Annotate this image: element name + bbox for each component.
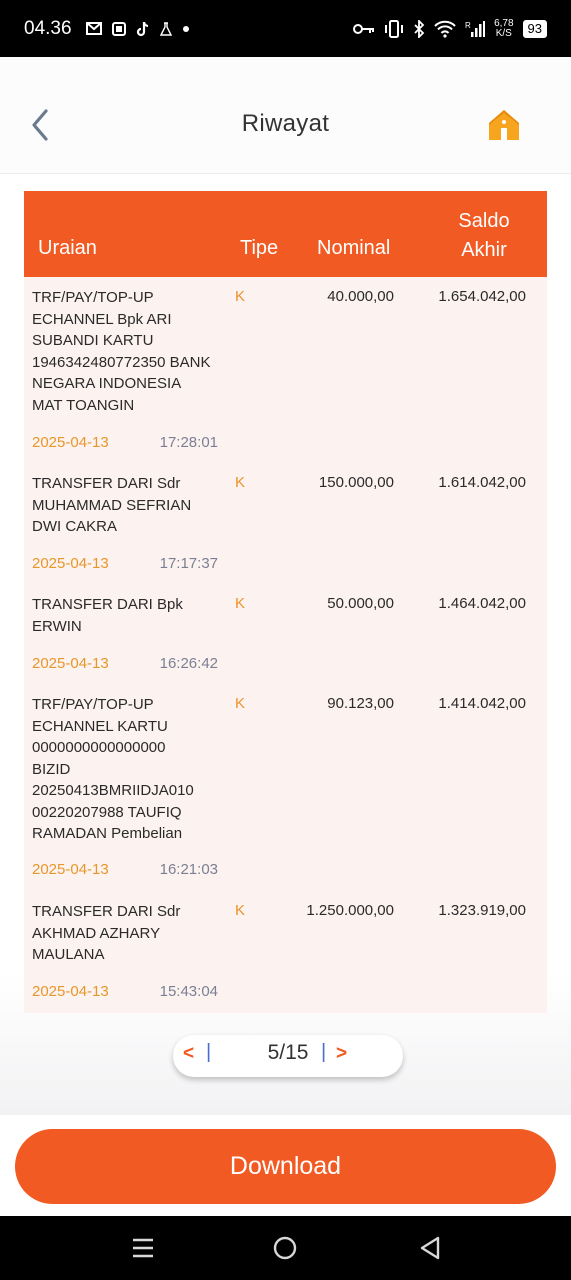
desc-line: TRANSFER DARI Bpk [32, 596, 183, 613]
row-saldo: 1.654.042,00 [438, 288, 526, 305]
history-content [0, 175, 571, 1115]
desc-line: DWI CAKRA [32, 518, 118, 535]
desc-line: MAT TOANGIN [32, 396, 135, 414]
desc-line: 20250413BMRIIDJA010 [32, 782, 194, 799]
desc-line: SUBANDI KARTU [32, 332, 154, 349]
table-row[interactable] [24, 684, 547, 891]
header-tipe: Tipe [240, 237, 279, 259]
app-header [0, 57, 571, 174]
table-body [24, 277, 547, 1013]
row-description [32, 287, 222, 416]
system-icons [353, 19, 547, 39]
row-date: 2025-04-13 [32, 434, 109, 451]
row-description [32, 901, 222, 966]
download-button[interactable]: Download [15, 1129, 556, 1204]
row-tipe: K [235, 902, 246, 919]
row-time: 15:43:04 [159, 983, 218, 1000]
system-nav-bar [0, 1216, 571, 1280]
back-nav-icon[interactable] [416, 1234, 444, 1262]
prev-page-button[interactable]: < [183, 1043, 195, 1064]
home-icon[interactable] [486, 107, 522, 143]
desc-line: AKHMAD AZHARY [32, 924, 161, 942]
row-description [32, 473, 222, 538]
table-row[interactable] [24, 277, 547, 463]
desc-line: 1946342480772350 BANK [32, 353, 211, 371]
row-date: 2025-04-13 [32, 983, 109, 1000]
table-row[interactable] [24, 891, 547, 1013]
app-notification-icon [112, 22, 126, 36]
row-nominal: 40.000,00 [327, 288, 394, 305]
header-saldo-akhir [446, 207, 522, 265]
desc-line: BIZID [32, 760, 71, 778]
desc-line: ECHANNEL KARTU [32, 717, 168, 735]
bluetooth-icon [413, 20, 425, 38]
download-area [0, 1115, 571, 1216]
row-description [32, 594, 222, 637]
header-nominal: Nominal [317, 237, 391, 259]
row-time: 16:26:42 [159, 655, 218, 672]
row-nominal: 90.123,00 [327, 695, 394, 712]
desc-line: MAULANA [32, 946, 105, 963]
desc-line: ERWIN [32, 617, 82, 635]
recent-apps-icon[interactable] [129, 1234, 157, 1262]
header-saldo-line2: Akhir [461, 239, 507, 261]
desc-line: TRANSFER DARI Sdr [32, 903, 181, 920]
pagination [173, 1035, 403, 1077]
row-saldo: 1.464.042,00 [438, 595, 526, 612]
dot-icon [182, 25, 190, 33]
notification-icons [86, 21, 190, 37]
tiktok-icon [136, 21, 150, 37]
signal-icon [465, 20, 485, 38]
row-date: 2025-04-13 [32, 655, 109, 672]
row-tipe: K [235, 695, 246, 712]
row-tipe: K [235, 595, 246, 612]
table-header [24, 191, 547, 277]
row-nominal: 150.000,00 [318, 474, 394, 491]
desc-line: TRANSFER DARI Sdr [32, 475, 181, 492]
pager-separator: | [206, 1041, 212, 1063]
desc-line: MUHAMMAD SEFRIAN [32, 496, 192, 514]
transaction-table [24, 191, 547, 1013]
row-nominal: 1.250.000,00 [306, 902, 394, 919]
row-time: 17:28:01 [159, 434, 218, 451]
pager-separator: | [321, 1041, 327, 1063]
net-speed [494, 19, 513, 39]
next-page-button[interactable]: > [336, 1043, 348, 1064]
row-date: 2025-04-13 [32, 861, 109, 878]
desc-line: ECHANNEL Bpk ARI [32, 310, 172, 328]
row-saldo: 1.614.042,00 [438, 474, 526, 491]
wifi-icon [434, 20, 456, 38]
flask-icon [160, 22, 172, 36]
row-saldo: 1.323.919,00 [438, 902, 526, 919]
desc-line: 00220207988 TAUFIQ [32, 803, 182, 821]
desc-line: NEGARA INDONESIA [32, 375, 182, 392]
table-row[interactable] [24, 463, 547, 584]
key-icon [353, 23, 375, 35]
page-title: Riwayat [241, 110, 330, 137]
svg-text:R: R [465, 20, 471, 30]
row-time: 17:17:37 [159, 555, 218, 572]
status-time: 04.36 [24, 17, 72, 39]
status-bar [0, 0, 571, 57]
vibrate-icon [384, 20, 404, 38]
page-indicator: 5/15 [267, 1041, 309, 1064]
home-nav-icon[interactable] [271, 1234, 299, 1262]
table-row[interactable] [24, 584, 547, 684]
desc-line: 0000000000000000 [32, 739, 166, 756]
net-speed-unit: K/S [495, 27, 512, 39]
row-tipe: K [235, 474, 246, 491]
header-uraian: Uraian [38, 237, 97, 259]
row-time: 16:21:03 [159, 861, 218, 878]
row-description [32, 694, 222, 845]
battery-indicator: 93 [523, 20, 547, 38]
row-nominal: 50.000,00 [327, 595, 394, 612]
row-date: 2025-04-13 [32, 555, 109, 572]
gmail-icon [86, 22, 102, 35]
desc-line: RAMADAN Pembelian [32, 825, 183, 842]
header-saldo-line1: Saldo [458, 210, 510, 232]
desc-line: TRF/PAY/TOP-UP [32, 696, 154, 713]
net-speed-value: 6,78 [494, 17, 514, 29]
row-saldo: 1.414.042,00 [438, 695, 526, 712]
row-tipe: K [235, 288, 246, 305]
desc-line: TRF/PAY/TOP-UP [32, 289, 154, 306]
